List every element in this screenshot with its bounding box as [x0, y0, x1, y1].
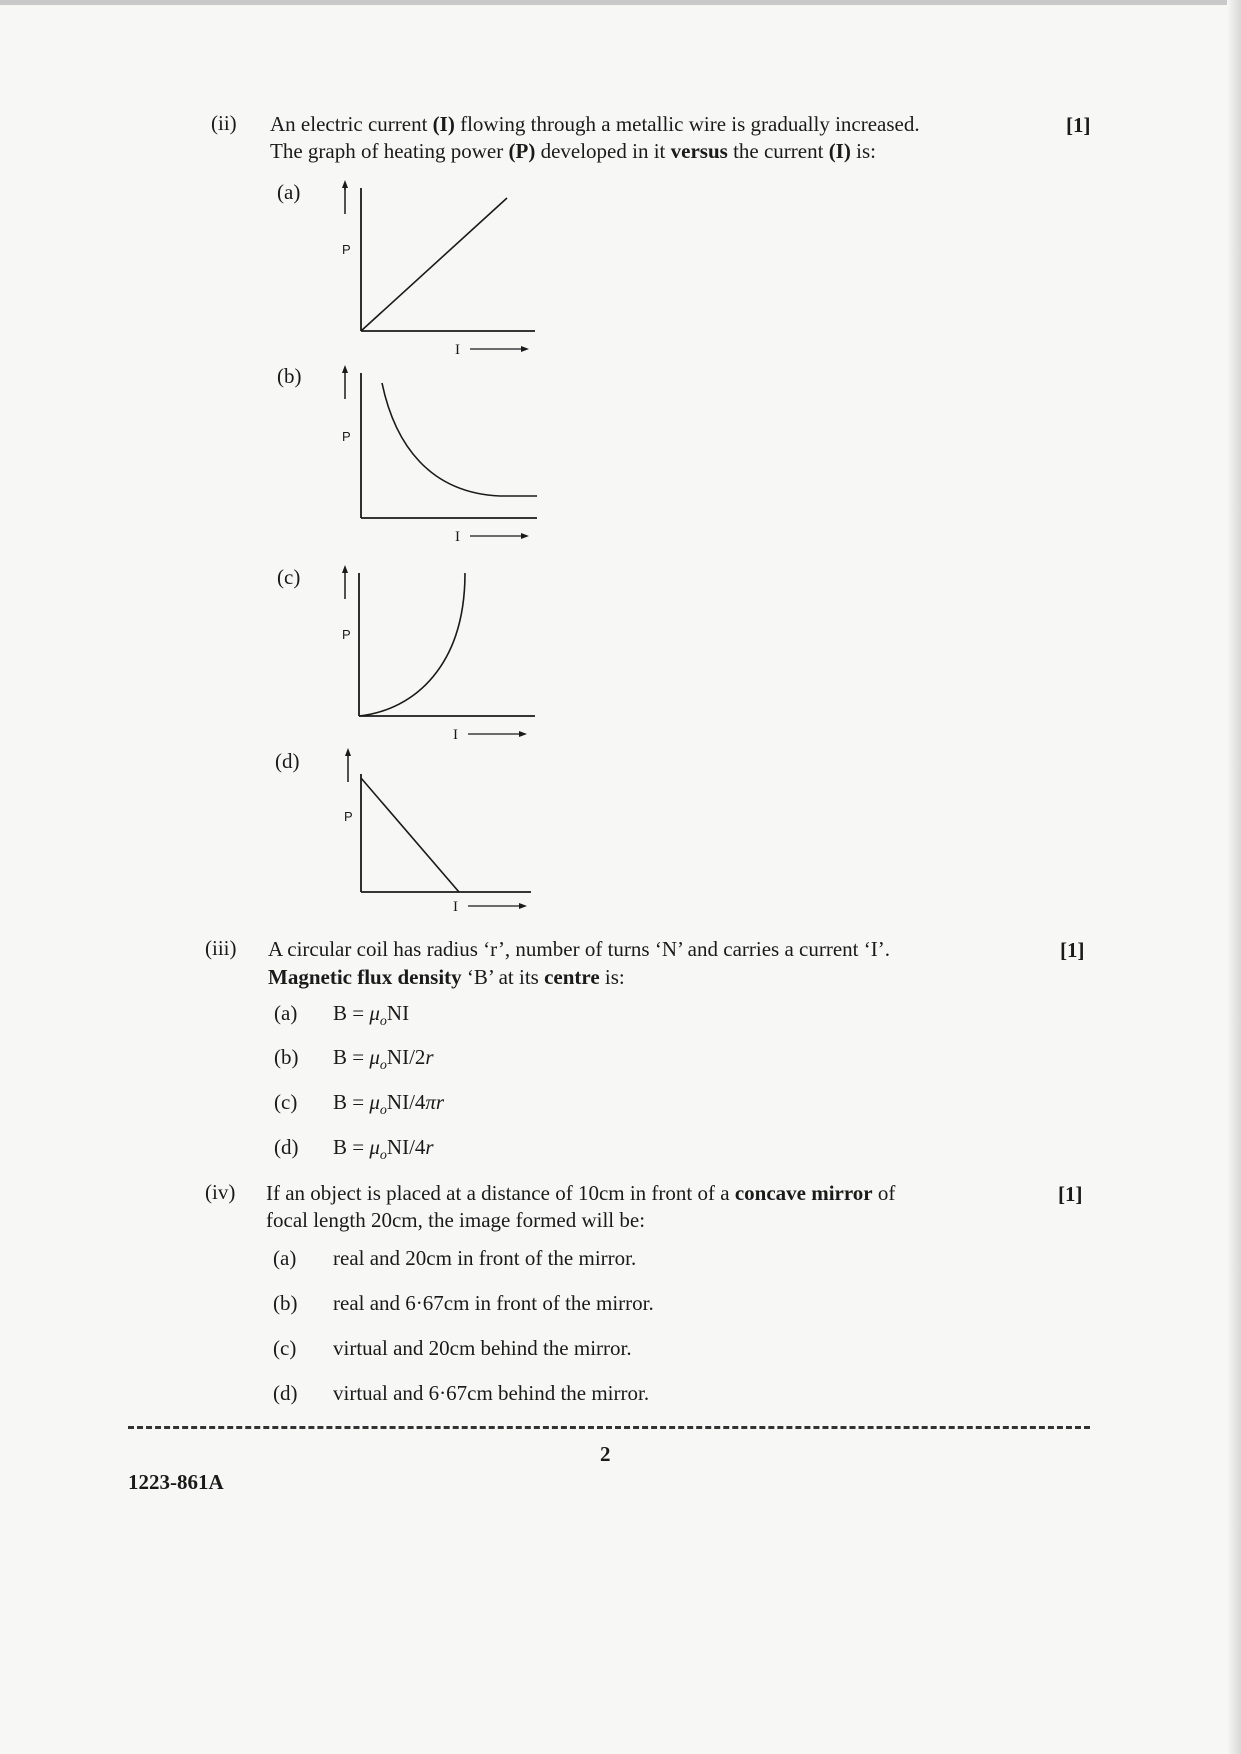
x-axis-label: I: [455, 342, 460, 358]
page-number: 2: [600, 1442, 611, 1466]
curve-decreasing: [382, 383, 537, 496]
graph-a: [335, 180, 545, 360]
question-text-line2: The graph of heating power (P) developed in it versus the current (I) is:: [270, 139, 876, 163]
scan-shadow-top: [0, 0, 1241, 5]
i-arrow-head: [521, 533, 529, 539]
x-axis-label: I: [455, 529, 460, 545]
question-text-line1: An electric current (I) flowing through a metallic wire is gradually increased.: [270, 112, 920, 136]
option-label-b: (b): [277, 364, 302, 388]
i-arrow-head: [519, 903, 527, 909]
question-text-line2: Magnetic flux density ‘B’ at its centre is:: [268, 965, 625, 989]
formula: $B = \mu_oNI/4r$: [333, 1135, 434, 1164]
i-arrow-head: [521, 346, 529, 352]
marks-badge: [1]: [1060, 938, 1085, 962]
formula: $B = \mu_oNI/2r$: [333, 1045, 434, 1074]
y-axis-label: P: [342, 627, 351, 642]
y-axis-label: P: [342, 242, 351, 257]
paper-code: 1223-861A: [128, 1470, 224, 1494]
curve-linear-increasing: [361, 198, 507, 331]
option-label-d: (d): [275, 749, 300, 773]
question-number: (ii): [211, 111, 237, 135]
question-number: (iv): [205, 1180, 236, 1204]
question-text-line1: If an object is placed at a distance of 10cm in front of a concave mirror of: [266, 1181, 896, 1205]
curve-linear-decreasing: [361, 778, 459, 892]
question-text-line1: A circular coil has radius ‘r’, number of turns ‘N’ and carries a current ‘I’.: [268, 937, 890, 961]
formula: $B = \mu_oNI$: [333, 1001, 410, 1030]
question-text-line2: focal length 20cm, the image formed will be:: [266, 1208, 646, 1232]
scan-shadow-right: [1227, 0, 1241, 1754]
marks-badge: [1]: [1066, 113, 1091, 137]
footer-divider: [128, 1426, 1090, 1429]
option-label-a: (a): [277, 180, 301, 204]
p-arrow-head: [342, 565, 348, 573]
p-arrow-head: [342, 365, 348, 373]
p-arrow-head: [342, 180, 348, 188]
graph-d: [335, 748, 545, 928]
y-axis-label: P: [342, 429, 351, 444]
p-arrow-head: [345, 748, 351, 756]
i-arrow-head: [519, 731, 527, 737]
y-axis-label: P: [344, 809, 353, 824]
x-axis-label: I: [453, 899, 458, 915]
exam-page: (ii) An electric current (I) flowing through a metallic wire is gradually increased. The graph of heating power (P) developed in it versus the current (I) is: [1] (a) P I (b) P I (c) P I (d) P I (iii) A circular coil has radius ‘r’, number of turns ‘N’ and carries a current ‘I’. Magnetic flux density ‘B’ at its centre is: [1] (a) $B = \mu_oNI$ (b) $B = \mu_oNI/2r$ (c) $B = \mu_oNI/4\pi r$ (d) $B = \mu_oNI/4r$ (iv) If an object is placed at a distance of 10cm in front of a concave mirror of focal length 20cm, the image formed will be: [1] (a) real and 20cm in front of the mirror. (b) real and 6·67cm in front of the mirror. (c) virtual and 20cm behind the mirror. (d) virtual and 6·67cm behind the mirror. 2 1223-861A: [0, 0, 1241, 1754]
formula: $B = \mu_oNI/4\pi r$: [333, 1090, 445, 1119]
x-axis-label: I: [453, 727, 458, 743]
graph-c: [335, 565, 545, 745]
marks-badge: [1]: [1058, 1182, 1083, 1206]
option-label-c: (c): [277, 565, 301, 589]
question-number: (iii): [205, 936, 237, 960]
graph-b: [335, 365, 545, 545]
curve-parabolic: [359, 573, 465, 716]
